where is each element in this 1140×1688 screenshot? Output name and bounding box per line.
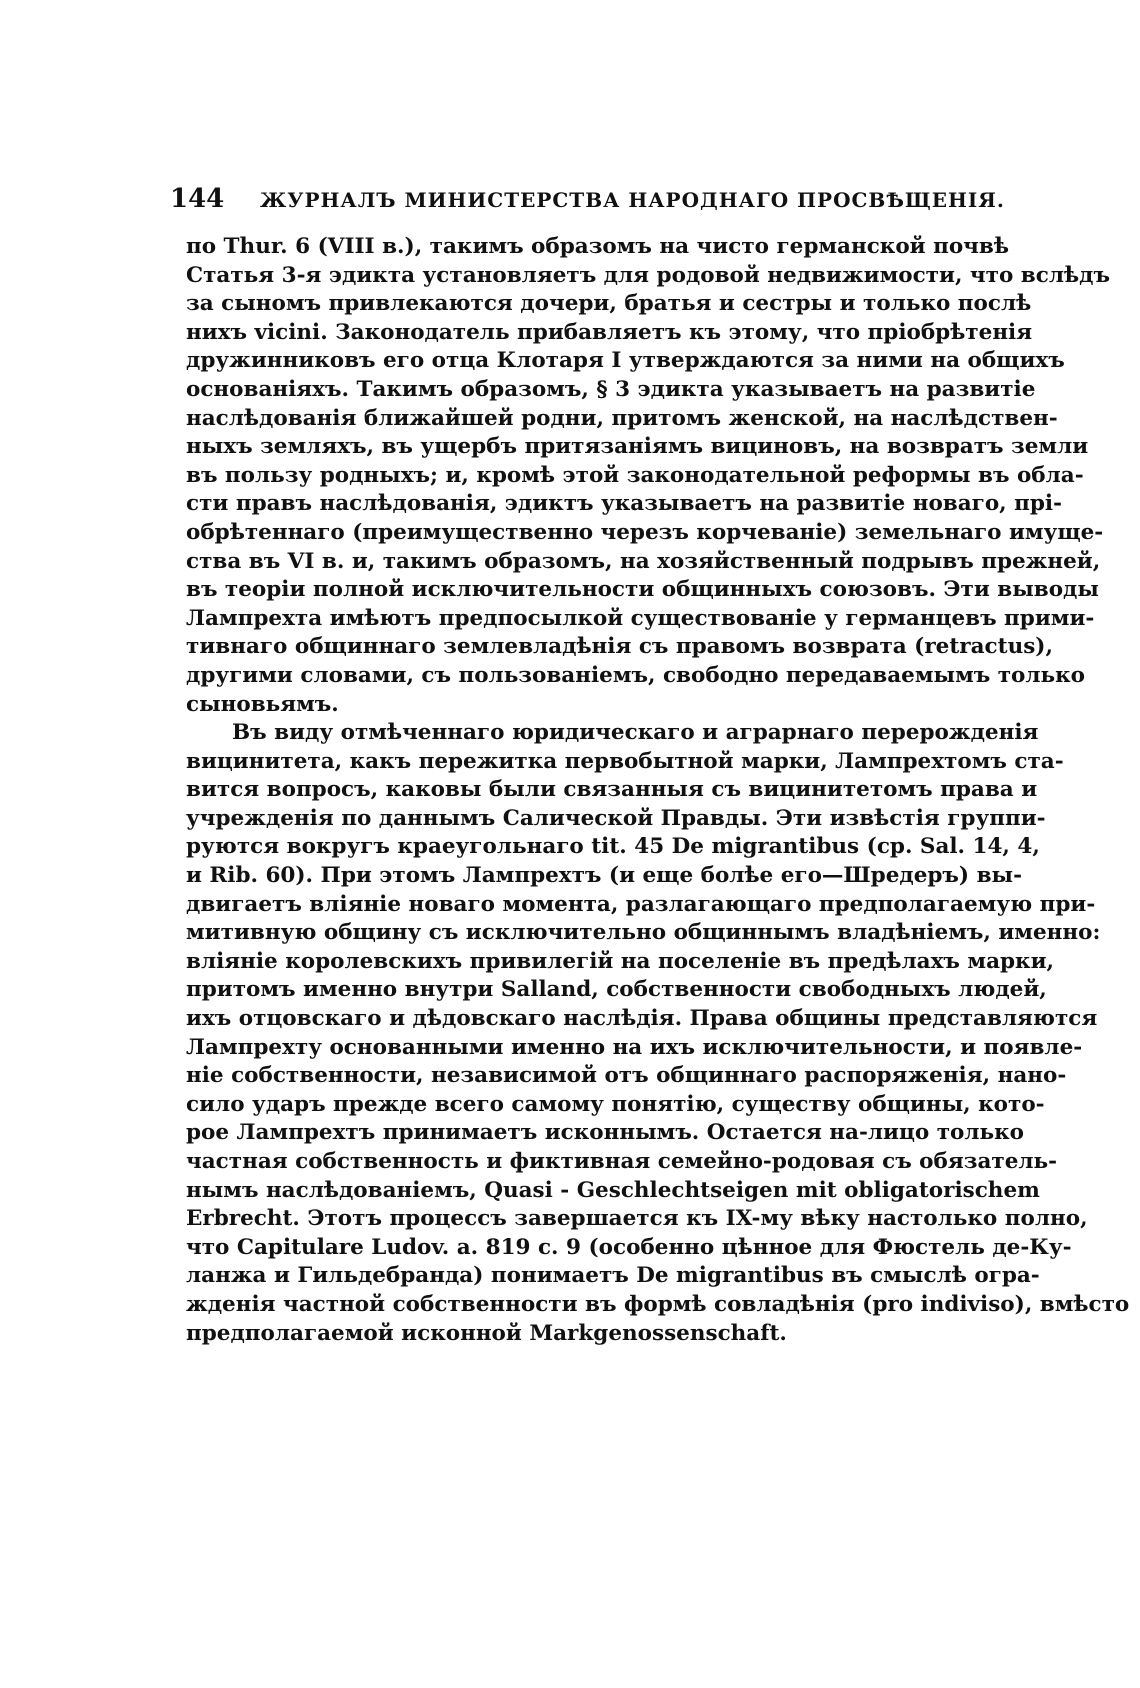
- paragraph-last-line: сыновьямъ.: [186, 691, 339, 717]
- text-line: что Capitulare Ludov. a. 819 c. 9 (особенно цѣнное для Фюстель де-Ку-: [186, 1234, 1072, 1260]
- text-line: въ пользу родныхъ; и, кромѣ этой законодательной реформы въ обла-: [186, 462, 1084, 488]
- text-line: руются вокругъ краеугольнаго tit. 45 De migrantibus (ср. Sal. 14, 4,: [186, 834, 1040, 860]
- text-line: сти правъ наслѣдованія, эдиктъ указываетъ на развитіе новаго, прі-: [186, 491, 1062, 517]
- paragraph-first-line: Въ виду отмѣченнаго юридическаго и аграрнаго перерожденія: [232, 720, 1039, 746]
- text-line: притомъ именно внутри Salland, собственности свободныхъ людей,: [186, 977, 1047, 1003]
- text-line: митивную общину съ исключительно общиннымъ владѣніемъ, именно:: [186, 920, 1101, 946]
- text-line: Статья 3-я эдикта установляетъ для родовой недвижимости, что вслѣдъ: [186, 262, 1110, 288]
- text-line: Лампрехта имѣютъ предпосылкой существованіе у германцевъ прими-: [186, 605, 1095, 631]
- text-line: основаніяхъ. Такимъ образомъ, § 3 эдикта указываетъ на развитіе: [186, 376, 1036, 402]
- running-header: [170, 184, 1005, 214]
- text-line: учрежденія по даннымъ Салической Правды. Эти извѣстія группи-: [186, 805, 1046, 831]
- text-line: по Thur. 6 (VIII в.), такимъ образомъ на чисто германской почвѣ: [186, 234, 1009, 259]
- text-line: частная собственность и фиктивная семейно-родовая съ обязатель-: [186, 1149, 1058, 1174]
- text-line: вицинитета, какъ пережитка первобытной марки, Лампрехтомъ ста-: [186, 748, 1064, 774]
- text-line: ства въ VI в. и, такимъ образомъ, на хозяйственный подрывъ прежней,: [186, 548, 1101, 574]
- text-line: другими словами, съ пользованіемъ, свободно передаваемымъ только: [186, 662, 1086, 688]
- text-line: дружинниковъ его отца Клотаря I утверждаются за ними на общихъ: [186, 348, 1065, 374]
- text-line: ныхъ земляхъ, въ ущербъ притязаніямъ вициновъ, на возвратъ земли: [186, 434, 1089, 460]
- text-line: сило ударъ прежде всего самому понятію, существу общины, кото-: [186, 1091, 1045, 1117]
- text-line: ніе собственности, независимой отъ общиннаго распоряженія, нано-: [186, 1063, 1067, 1089]
- page-number: 144: [170, 184, 225, 214]
- text-line: за сыномъ привлекаются дочери, братья и сестры и только послѣ: [186, 291, 1032, 317]
- text-line: вліяніе королевскихъ привилегій на поселеніе въ предѣлахъ марки,: [186, 948, 1055, 974]
- journal-title: ЖУРНАЛЪ МИНИСТЕРСТВА НАРОДНАГО ПРОСВѢЩЕНІЯ.: [260, 188, 1005, 212]
- text-line: ихъ отцовскаго и дѣдовскаго наслѣдія. Права общины представляются: [186, 1006, 1098, 1032]
- text-line: вится вопросъ, каковы были связанныя съ вицинитетомъ права и: [186, 777, 1038, 803]
- text-line: нымъ наслѣдованіемъ, Quasi - Geschlechtseigen mit obligatorischem: [186, 1177, 1040, 1203]
- text-line: Лампрехту основанными именно на ихъ исключительности, и появле-: [186, 1034, 1083, 1060]
- text-line: ланжа и Гильдебранда) понимаетъ De migrantibus въ смыслѣ огра-: [186, 1263, 1040, 1289]
- text-line: тивнаго общиннаго землевладѣнія съ правомъ возврата (retractus),: [186, 634, 1053, 660]
- body-text: [186, 233, 1130, 1348]
- text-line: и Rib. 60). При этомъ Лампрехтъ (и еще болѣе его—Шредеръ) вы-: [186, 863, 1023, 889]
- text-line: наслѣдованія ближайшей родни, притомъ женской, на наслѣдствен-: [186, 405, 1058, 431]
- text-line: въ теоріи полной исключительности общинныхъ союзовъ. Эти выводы: [186, 577, 1099, 603]
- text-line: рое Лампрехтъ принимаетъ исконнымъ. Остается на-лицо только: [186, 1120, 1024, 1146]
- text-line: Erbrecht. Этотъ процессъ завершается къ IX-му вѣку настолько полно,: [186, 1206, 1088, 1232]
- text-line: обрѣтеннаго (преимущественно черезъ корчеваніе) земельнаго имуще-: [186, 519, 1104, 545]
- paragraph-last-line: предполагаемой исконной Markgenossenschaft.: [186, 1320, 787, 1346]
- text-line: нихъ vicini. Законодатель прибавляетъ къ этому, что пріобрѣтенія: [186, 319, 1033, 345]
- text-line: двигаетъ вліяніе новаго момента, разлагающаго предполагаемую при-: [186, 891, 1096, 917]
- text-line: жденія частной собственности въ формѣ совладѣнія (pro indiviso), вмѣсто: [186, 1291, 1130, 1317]
